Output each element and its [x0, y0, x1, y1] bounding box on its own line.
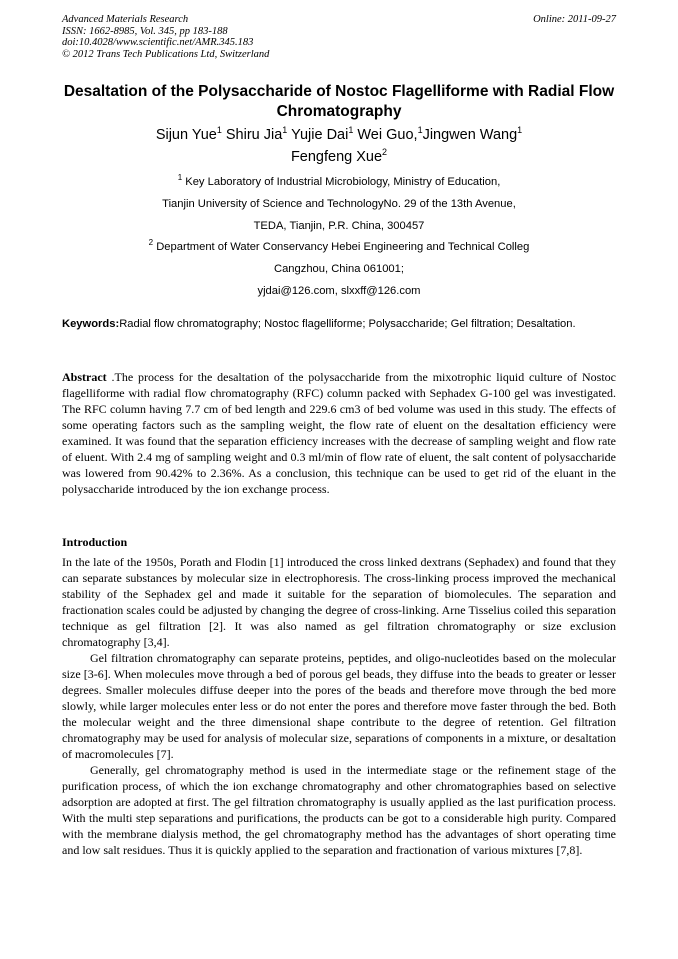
online-date: Online: 2011-09-27 [533, 14, 616, 25]
author-name: Yujie Dai [291, 127, 349, 143]
affiliation-line [62, 240, 616, 254]
paragraph: Generally, gel chromatography method is used in the intermediate stage or the refinement stage of the purification process, of which the ion exchange chromatography and other chromatographies based on selective adsorption are adopted at first. The gel filtration chromatography is usually applied as the last purification process. With the multi step separations and purifications, the products can be got to a considerable high purity. Compared with the membrane dialysis method, the gel chromatography method has the advantages of short operating time and low salt residues. Thus it is quickly applied to the separation and fractionation of various mixtures [7,8]. [62, 763, 616, 857]
introduction-body [62, 554, 616, 858]
author-name: Shiru Jia [225, 127, 283, 143]
author-line-1 [62, 124, 616, 146]
keywords-section [62, 317, 616, 332]
paragraph: Gel filtration chromatography can separate proteins, peptides, and oligo-nucleotides based on the molecular size [3-6]. When molecules move through a bed of porous gel beads, they diffuse into the beads to greater or lesser degrees. Smaller molecules diffuse deeper into the pores of the beads and therefore move through the bed more slowly, while larger molecules enter less or do not enter the pores and therefore move faster through the bed. Both the molecular weight and the three dimensional shape contribute to the degree of retention. Gel filtration chromatography may be used for analysis of molecular size, separations of components in a mixture, or desaltation of macromolecules [7]. [62, 651, 616, 761]
affiliation-text: Key Laboratory of Industrial Microbiology, Ministry of Education, [185, 176, 501, 188]
author-name: Sijun Yue [155, 127, 217, 143]
abstract-section [62, 369, 616, 497]
author-name: Jingwen Wang [422, 127, 518, 143]
contact-emails: yjdai@126.com, slxxff@126.com [257, 285, 421, 297]
author-name: Fengfeng Xue [290, 149, 383, 165]
copyright-line: © 2012 Trans Tech Publications Ltd, Switzerland [62, 48, 270, 60]
issn-line: ISSN: 1662-8985, Vol. 345, pp 183-188 [62, 25, 228, 37]
journal-name: Advanced Materials Research [62, 14, 189, 25]
affiliation-marker: 1 [517, 125, 523, 135]
author-line-2 [62, 146, 616, 168]
affiliation-line [62, 175, 616, 189]
section-heading: Introduction [62, 535, 128, 549]
author-name: Wei Guo, [357, 127, 418, 143]
affiliation-line: Cangzhou, China 061001; [273, 263, 404, 275]
author-list [62, 124, 616, 168]
affiliation-line: TEDA, Tianjin, P.R. China, 300457 [253, 220, 425, 232]
affiliation-marker: 2 [148, 238, 154, 247]
paragraph: In the late of the 1950s, Porath and Flodin [1] introduced the cross linked dextrans (Sephadex) and found that they can separate substances by molecular size in electrophoresis. The cross-linking process improved the mechanical stability of the Sephadex gel and made it suitable for the separation of biomolecules. The separation and fractionation scales could be adjusted by changing the degree of cross-linking. Arne Tisselius coiled this separation technique as gel filtration [2]. It was also named as gel filtration chromatography or size exclusion chromatography [3,4]. [62, 555, 616, 649]
affiliation-text: Department of Water Conservancy Hebei Engineering and Technical Colleg [156, 241, 530, 253]
keywords-label: Keywords: [62, 318, 120, 330]
paper-title: Desaltation of the Polysaccharide of Nostoc Flagelliforme with Radial Flow Chromatography [63, 83, 615, 120]
keywords-text: Radial flow chromatography; Nostoc flagelliforme; Polysaccharide; Gel filtration; Desaltation. [119, 318, 576, 330]
journal-header [62, 14, 616, 60]
affiliation-marker: 2 [382, 147, 388, 157]
affiliation-marker: 1 [348, 125, 354, 135]
affiliation-marker: 1 [216, 125, 222, 135]
abstract-label: Abstract [62, 370, 107, 384]
affiliation-marker: 1 [417, 125, 423, 135]
affiliation-marker: 1 [177, 173, 183, 182]
abstract-text: .The process for the desaltation of the polysaccharide from the mixotrophic liquid culture of Nostoc flagelliforme with radial flow chromatography (RFC) column packed with Sephadex G-100 gel was investigated. The RFC column having 7.7 cm of bed length and 229.6 cm3 of bed volume was used in this study. The effects of some operating factors such as the sampling weight, the flow rate of eluent on the desaltation efficiency were examined. It was found that the separation efficiency increases with the decrease of sampling weight and flow rate of eluent. With 2.4 mg of sampling weight and 0.3 ml/min of flow rate of eluent, the salt content of polysaccharide was lowered from 90.42% to 2.36%. As a conclusion, this technique can be used to get rid of the eluant in the polysaccharide introduced by the ion exchange process. [62, 370, 616, 496]
affiliation-line: Tianjin University of Science and TechnologyNo. 29 of the 13th Avenue, [162, 198, 516, 210]
affiliation-marker: 1 [282, 125, 288, 135]
doi-line: doi:10.4028/www.scientific.net/AMR.345.183 [62, 37, 254, 48]
